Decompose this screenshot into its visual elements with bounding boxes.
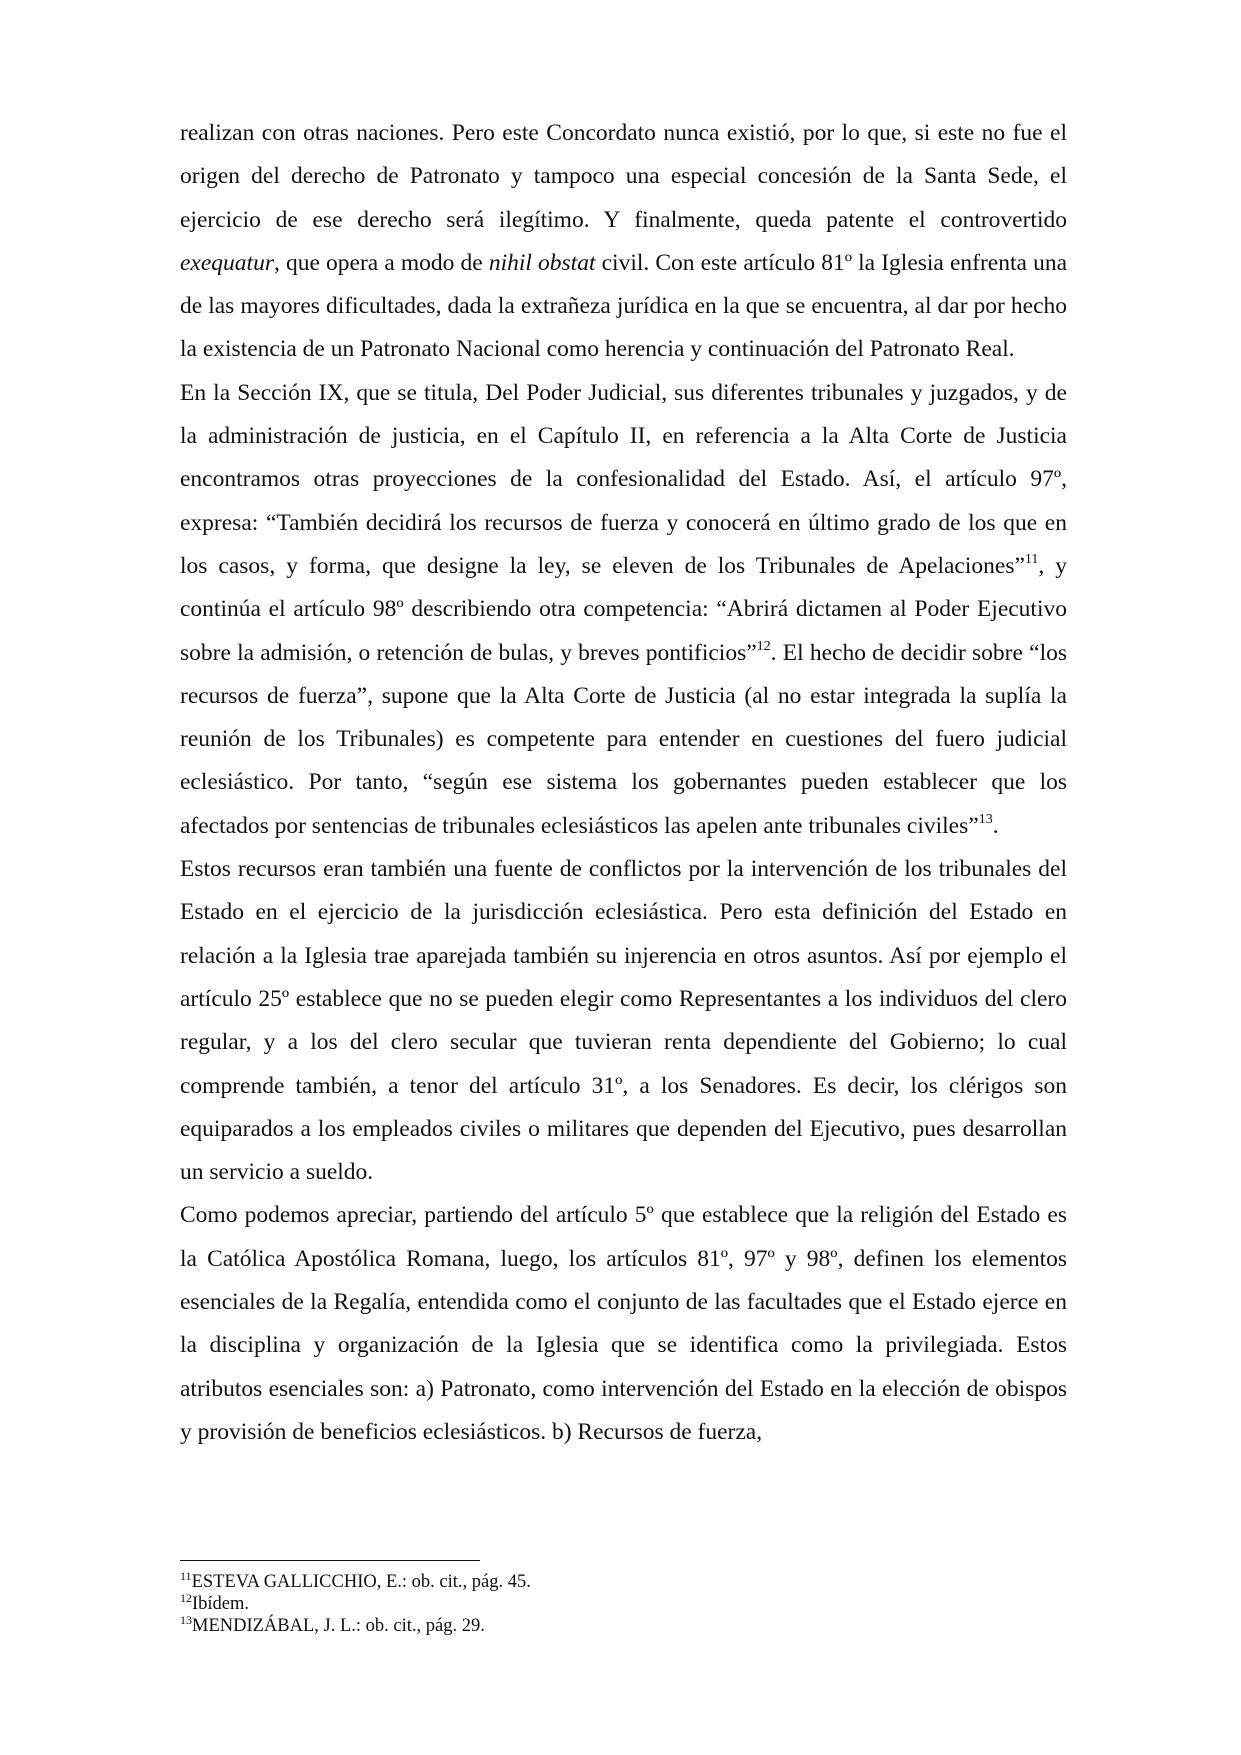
footnotes xyxy=(180,1571,1067,1637)
text-run: realizan con otras naciones. Pero este Concordato nunca existió, por lo que, si este no fue el origen del derecho de Patronato y tampoco una especial concesión de la Santa Sede, el ejercicio de ese derecho será ilegítimo. Y finalmente, queda patente el controvertido xyxy=(180,120,1067,233)
italic-term: nihil obstat xyxy=(488,249,596,276)
text-run: civil. Con este artículo 81º la Iglesia enfrenta una de las mayores dificultades, dada la extrañeza jurídica en la que se encuentra, al dar por hecho la existencia de un Patronato Nacional como herencia y continuación del Patronato Real. xyxy=(180,249,1067,363)
text-run: . xyxy=(992,812,999,839)
text-run: En la Sección IX, que se titula, Del Poder Judicial, sus diferentes tribunales y juzgados, y de la administración de justicia, en el Capítulo II, en referencia a la Alta Corte de Justicia encontramos otras proyecciones de la confesionalidad del Estado. Así, el artículo 97º, expresa: “También decidirá los recursos de fuerza y conocerá en último grado de los que en los casos, y forma, que designe la ley, se eleven de los Tribunales de Apelaciones” xyxy=(180,379,1067,579)
text-run: . El hecho de decidir sobre “los recursos de fuerza”, supone que la Alta Corte de Justicia (al no estar integrada la suplía la reunión de los Tribunales) es competente para entender en cuestiones del fuero judicial eclesiástico. Por tanto, “según ese sistema los gobernantes pueden establecer que los afectados por sentencias de tribunales eclesiásticos las apelen ante tribunales civiles” xyxy=(180,639,1067,839)
footnote-text: ESTEVA GALLICCHIO, E.: ob. cit., pág. 45. xyxy=(191,1572,531,1592)
footnote-11 xyxy=(180,1571,1067,1593)
paragraph-4 xyxy=(180,1194,1067,1454)
footnote-number: 12 xyxy=(180,1591,192,1605)
text-run: Estos recursos eran también una fuente de conflictos por la intervención de los tribunales del Estado en el ejercicio de la jurisdicción eclesiástica. Pero esta definición del Estado en relación a la Iglesia trae aparejada también su injerencia en otros asuntos. Así por ejemplo el artículo 25º establece que no se pueden elegir como Representantes a los individuos del clero regular, y a los del clero secular que tuvieran renta dependiente del Gobierno; lo cual comprende también, a tenor del artículo 31º, a los Senadores. Es decir, los clérigos son equiparados a los empleados civiles o militares que dependen del Ejecutivo, pues desarrollan un servicio a sueldo. xyxy=(180,856,1067,1186)
paragraph-3 xyxy=(180,848,1067,1194)
body-text xyxy=(180,112,1067,1454)
footnote-number: 13 xyxy=(180,1613,192,1627)
text-run: Como podemos apreciar, partiendo del artículo 5º que establece que la religión del Estado es la Católica Apostólica Romana, luego, los artículos 81º, 97º y 98º, definen los elementos esenciales de la Regalía, entendida como el conjunto de las facultades que el Estado ejerce en la disciplina y organización de la Iglesia que se identifica como la privilegiada. Estos atributos esenciales son: a) Patronato, como intervención del Estado en la elección de obispos y provisión de beneficios eclesiásticos. b) Recursos de fuerza, xyxy=(180,1202,1067,1445)
footnote-text: MENDIZÁBAL, J. L.: ob. cit., pág. 29. xyxy=(192,1616,485,1636)
italic-term: exequatur xyxy=(180,249,274,276)
footnote-reference: 11 xyxy=(1024,551,1039,567)
text-run: , que opera a modo de xyxy=(273,249,489,276)
footnote-separator xyxy=(180,1560,480,1561)
text-run: , y continúa el artículo 98º describiendo otra competencia: “Abrirá dictamen al Poder Ejecutivo sobre la admisión, o retención de bulas, y breves pontificios” xyxy=(180,552,1068,666)
paragraph-1 xyxy=(180,112,1067,372)
footnote-text: Ibídem. xyxy=(192,1594,250,1614)
footnote-12 xyxy=(180,1593,1067,1615)
footnote-reference: 12 xyxy=(756,638,771,654)
footnote-13 xyxy=(180,1615,1067,1637)
paragraph-2 xyxy=(180,372,1067,848)
footnote-number: 11 xyxy=(180,1569,192,1583)
footnote-reference: 13 xyxy=(978,811,993,827)
